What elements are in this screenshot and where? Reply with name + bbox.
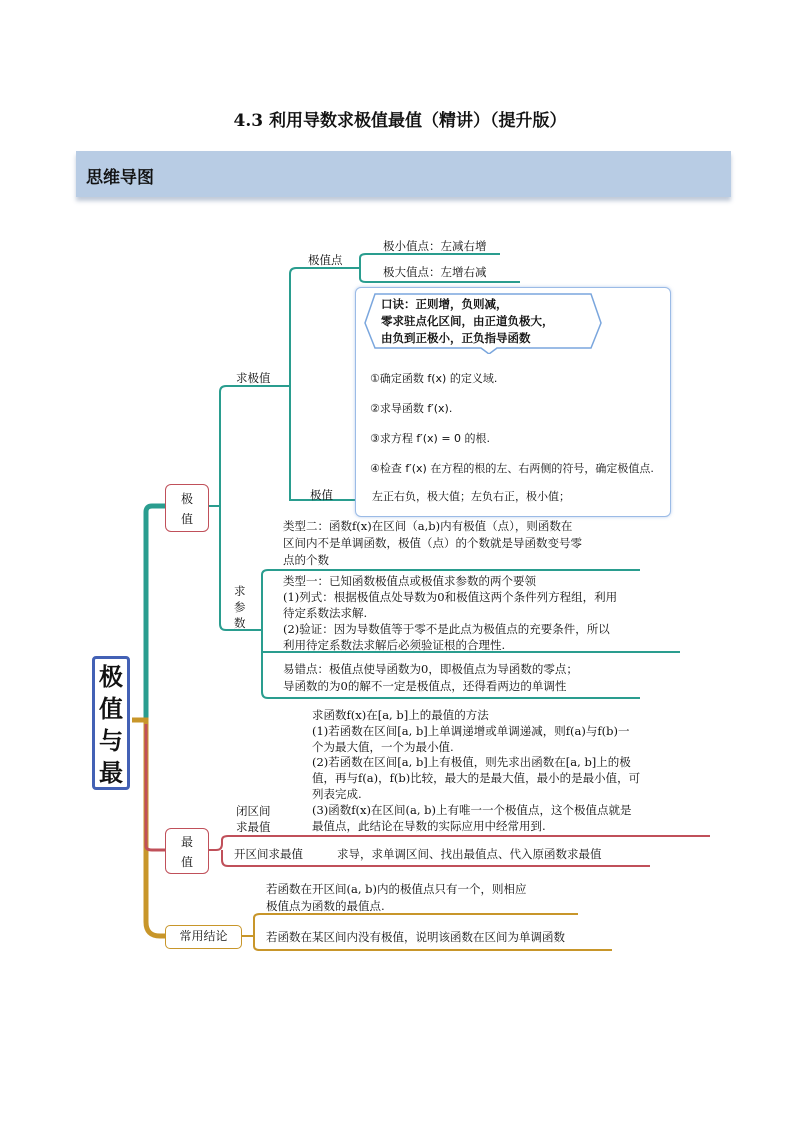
text-type2: 类型二：函数f(x)在区间（a,b)内有极值（点），则函数在 区间内不是单调函数，极值（点）的个数就是导函数变号零 点的个数 <box>283 519 582 567</box>
label-jizhidian: 极值点 <box>308 253 343 267</box>
label-open-interval: 开区间求最值 <box>234 847 303 861</box>
node-zuizhi[interactable]: 最 值 <box>165 828 209 874</box>
text-max-point: 极大值点：左增右减 <box>383 265 487 279</box>
text-conclusion-1: 若函数在开区间(a, b)内的极值点只有一个，则相应 极值点为函数的最值点. <box>266 882 527 913</box>
node-changyong[interactable]: 常用结论 <box>165 925 242 949</box>
koujue-text: 口诀：正则增，负则减， 零求驻点化区间，由正道负极大， 由负到正极小，正负指导函数 <box>381 297 554 345</box>
label-qiucanshu: 求 参 数 <box>234 584 246 630</box>
step-3: ③求方程 f′(x) = 0 的根. <box>370 432 491 445</box>
node-jizhi[interactable]: 极 值 <box>165 484 209 532</box>
text-type1: 类型一：已知函数极值点或极值求参数的两个要领 (1)列式：根据极值点处导数为0和极值这两个条件列方程组，利用 待定系数法求解. (2)验证：因为导数值等于零不是此点为极值点的充要条件，所以 利用待定系数法求解后必须验证根的合理性. <box>283 574 618 652</box>
step-4: ④检查 f′(x) 在方程的根的左、右两侧的符号，确定极值点. <box>370 462 654 475</box>
text-conclusion-2: 若函数在某区间内没有极值，说明该函数在区间为单调函数 <box>266 930 565 944</box>
label-qiujizhi: 求极值 <box>236 371 271 385</box>
label-closed-interval: 闭区间 求最值 <box>236 804 271 834</box>
step-2: ②求导函数 f′(x). <box>370 402 453 415</box>
step-1: ①确定函数 f(x) 的定义域. <box>370 372 498 385</box>
text-jizhi-sign: 左正右负，极大值；左负右正，极小值； <box>372 490 570 503</box>
text-closed-interval: 求函数f(x)在[a, b]上的最值的方法 (1)若函数在区间[a, b]上单调递增或单调递减，则f(a)与f(b)一 个为最大值，一个为最小值. (2)若函数在区间[a, b]上有极值，则先求出函数在[a, b]上的极 值，再与f(a)，f(b)比较，最大的是最大值，最小的是最小值，可 列表完成. (3)函数f(x)在区间(a, b)上有唯一一个极值点，这个极值点就是 最值点，此结论在导数的实际应用中经常用到. <box>312 708 641 833</box>
text-open-interval: 求导，求单调区间、找出最值点、代入原函数求最值 <box>337 847 602 861</box>
page-title: 4.3 利用导数求极值最值（精讲）（提升版） <box>233 111 567 131</box>
text-yicuo: 易错点：极值点使导函数为0，即极值点为导函数的零点； 导函数的为0的解不一定是极值点，还得看两边的单调性 <box>283 662 578 693</box>
root-node[interactable]: 极 值 与 最 <box>92 656 130 790</box>
label-jizhi-sign: 极值 <box>310 488 333 502</box>
section-title: 思维导图 <box>86 168 154 188</box>
text-min-point: 极小值点：左减右增 <box>383 239 487 253</box>
